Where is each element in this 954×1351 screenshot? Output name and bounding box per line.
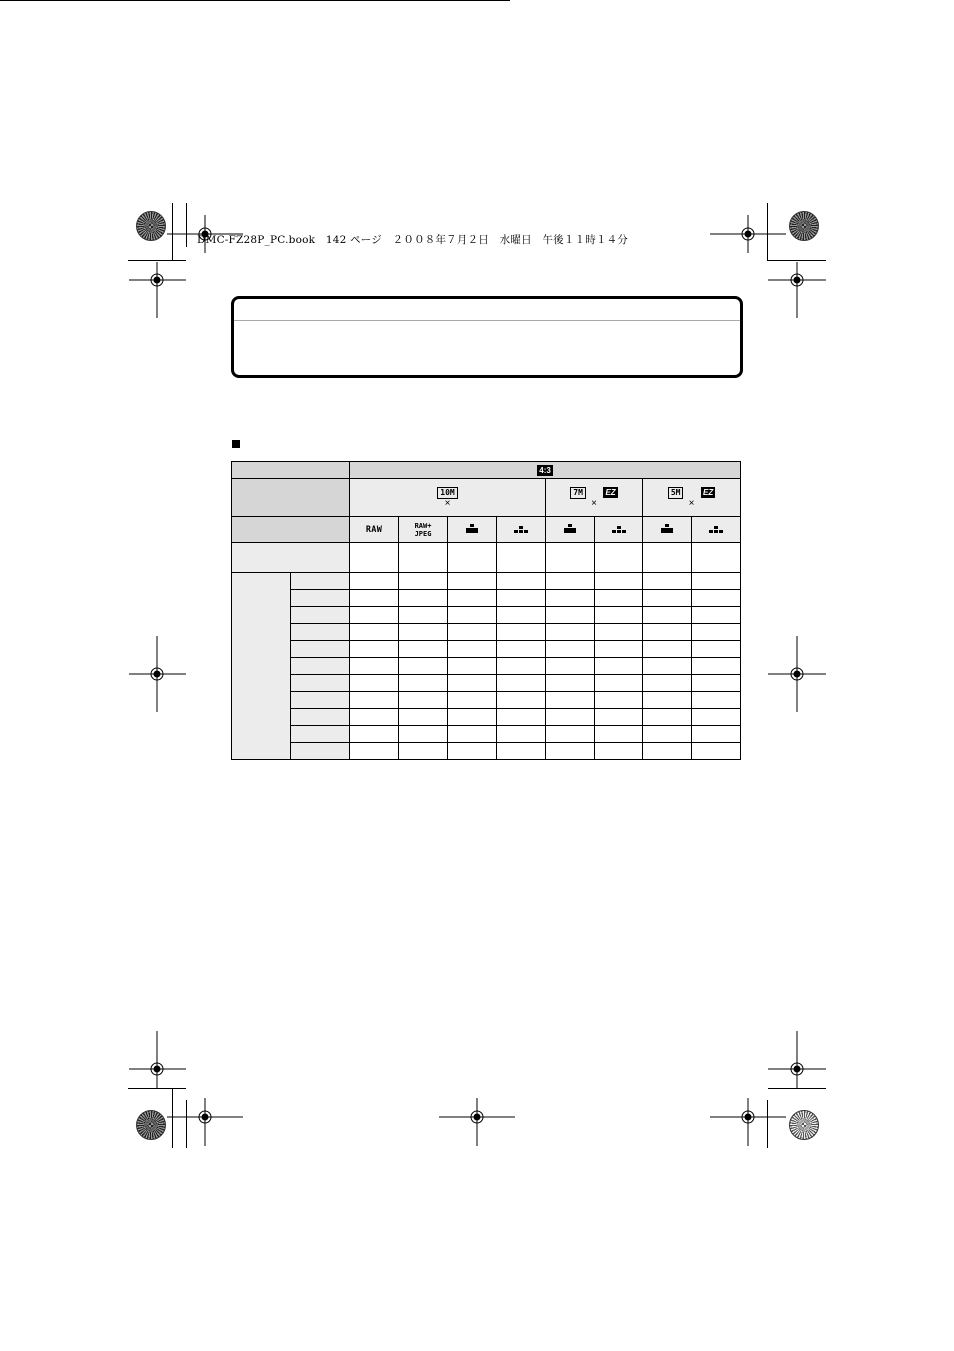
info-box-divider — [234, 320, 740, 321]
ez-icon: EZ — [702, 487, 714, 497]
row-label — [291, 590, 350, 607]
header-cell-size — [232, 479, 350, 517]
times-sign: × — [444, 497, 451, 509]
table-row — [232, 624, 741, 641]
table-row — [232, 692, 741, 709]
quality-standard — [595, 517, 643, 543]
row-label — [291, 709, 350, 726]
crosshair-target-icon — [129, 262, 186, 318]
size-cell-7m — [546, 479, 643, 517]
row-label — [291, 726, 350, 743]
quality-standard — [692, 517, 741, 543]
crosshair-target-icon — [439, 1098, 515, 1146]
section-bullet-icon — [232, 440, 240, 448]
table-cell — [350, 543, 399, 573]
crosshair-target-icon — [710, 1098, 786, 1146]
size-5m-icon: 5M — [668, 487, 684, 499]
header-cell-filesize — [232, 543, 350, 573]
table-cell — [448, 543, 497, 573]
fine-quality-icon — [465, 524, 479, 533]
quality-fine — [448, 517, 497, 543]
quality-standard — [497, 517, 546, 543]
crosshair-target-icon — [129, 1031, 186, 1088]
fine-quality-icon — [563, 524, 577, 533]
size-7m-icon: 7M — [570, 487, 586, 499]
table-row — [232, 607, 741, 624]
crosshair-target-icon — [768, 636, 826, 712]
table-cell — [692, 543, 741, 573]
crosshair-target-icon — [167, 1098, 243, 1146]
standard-quality-icon — [709, 524, 723, 533]
crosshair-target-icon — [768, 262, 826, 318]
crosshair-target-icon — [768, 1031, 826, 1088]
header-cell-quality — [232, 517, 350, 543]
spec-table — [231, 461, 741, 760]
row-label — [291, 743, 350, 760]
table-cell — [399, 543, 448, 573]
row-label — [291, 573, 350, 590]
header-cell-aspect — [232, 462, 350, 479]
quality-fine — [643, 517, 692, 543]
table-cell — [497, 543, 546, 573]
table-row — [232, 743, 741, 760]
table-row — [232, 573, 741, 590]
row-label — [291, 641, 350, 658]
standard-quality-icon — [514, 524, 528, 533]
row-label — [291, 675, 350, 692]
table-row — [232, 590, 741, 607]
quality-raw: RAW — [350, 517, 399, 543]
row-label — [291, 692, 350, 709]
table-row — [232, 675, 741, 692]
row-label — [291, 658, 350, 675]
size-10m-icon: 10M — [437, 487, 457, 499]
aspect-cell — [350, 462, 741, 479]
row-label — [291, 624, 350, 641]
row-label — [291, 607, 350, 624]
quality-raw-jpeg: RAW+ JPEG — [399, 517, 448, 543]
file-header-line: DMC-FZ28P_PC.book 142 ページ ２００８年７月２日 水曜日 午後１１時１４分 — [197, 234, 629, 246]
table-row — [232, 726, 741, 743]
times-sign: × — [591, 497, 597, 509]
table-cell — [546, 543, 595, 573]
size-cell-10m — [350, 479, 546, 517]
standard-quality-icon — [612, 524, 626, 533]
ez-icon: EZ — [605, 487, 616, 497]
crosshair-target-icon — [129, 636, 186, 712]
quality-fine — [546, 517, 595, 543]
crosshair-target-icon — [710, 215, 786, 253]
times-sign: × — [688, 497, 695, 509]
info-box — [231, 296, 743, 378]
table-row — [232, 641, 741, 658]
size-cell-5m — [643, 479, 741, 517]
table-cell — [643, 543, 692, 573]
aspect-ratio-icon: 4:3 — [539, 465, 551, 475]
table-cell — [595, 543, 643, 573]
row-group-label — [232, 573, 291, 760]
table-row — [232, 658, 741, 675]
table-row — [232, 709, 741, 726]
fine-quality-icon — [660, 524, 674, 533]
